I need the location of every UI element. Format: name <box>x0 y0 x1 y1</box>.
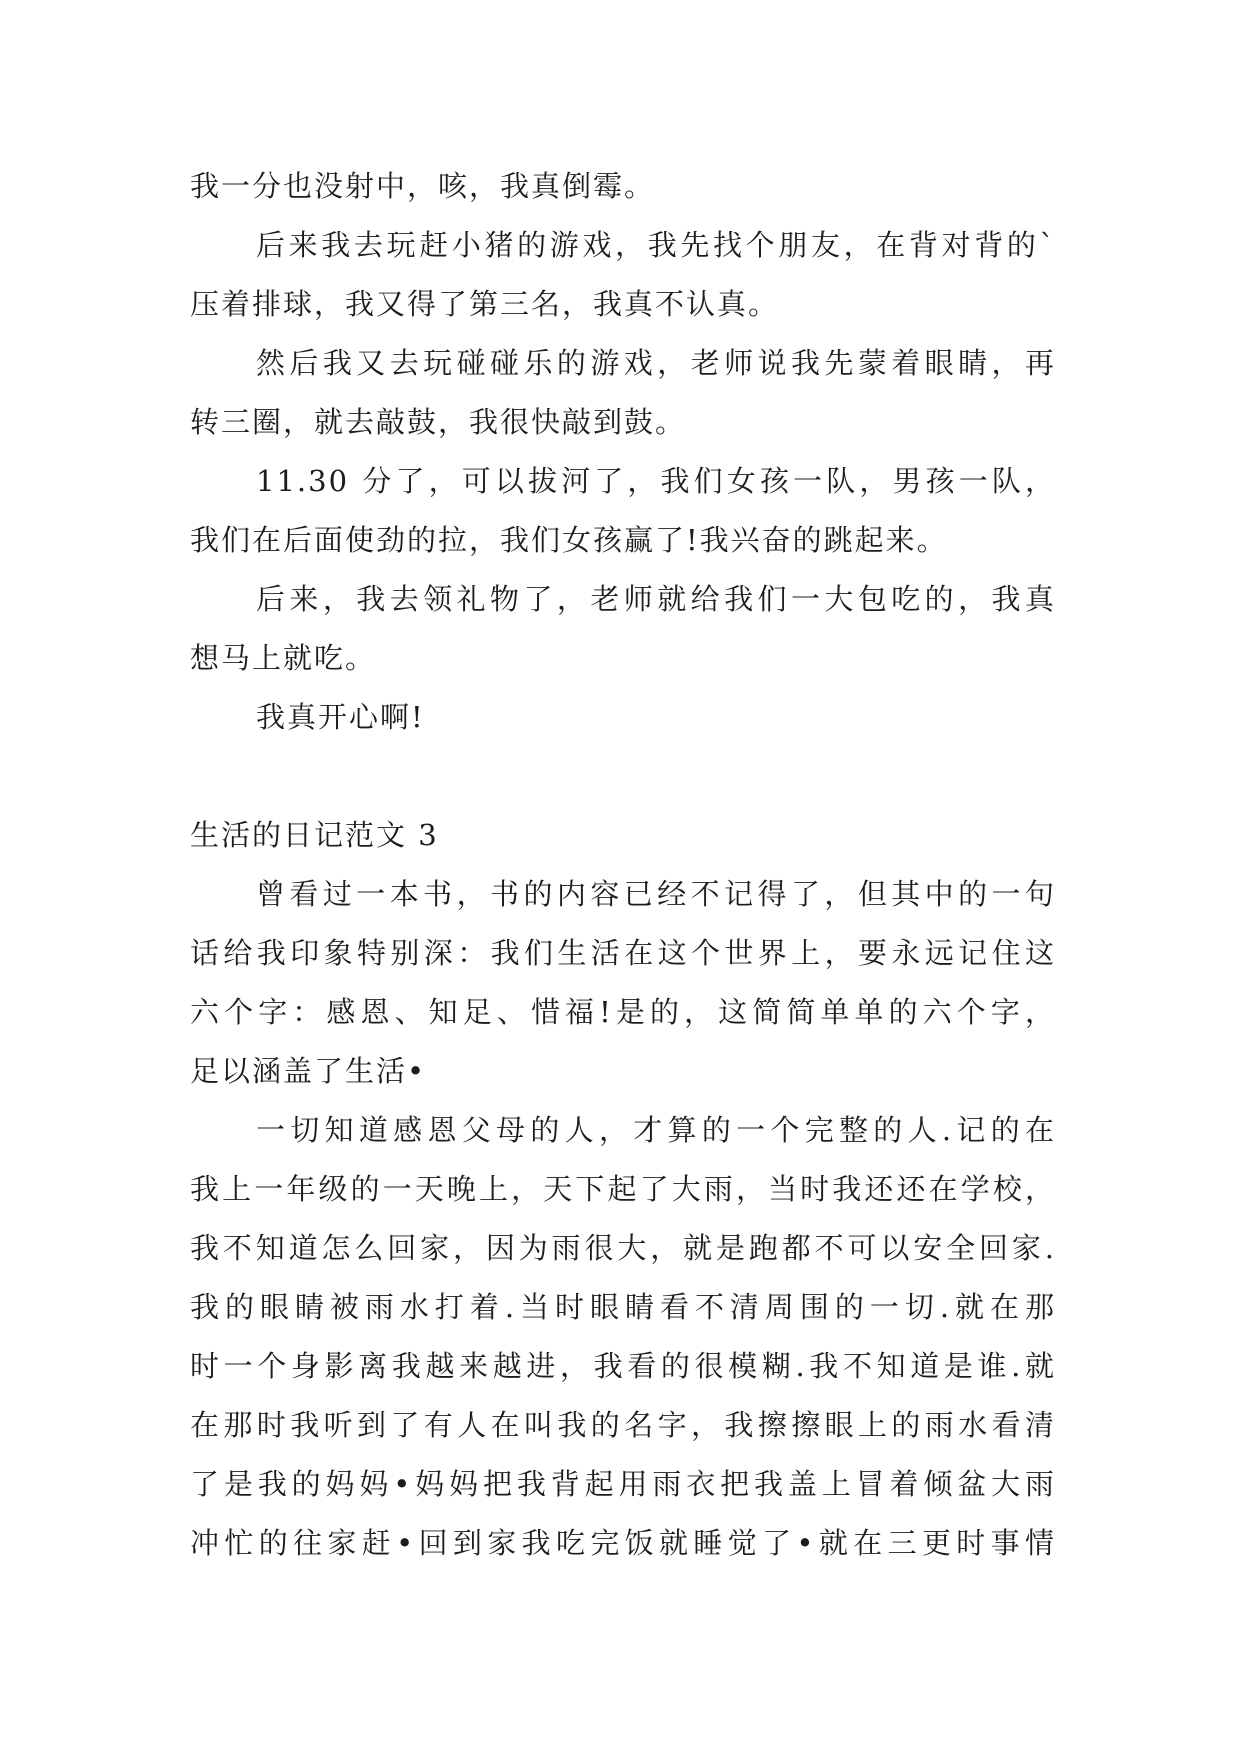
text-line: 我一分也没射中，咳，我真倒霉。 <box>190 169 656 203</box>
paragraph <box>190 157 1056 216</box>
document-body <box>190 157 1056 1573</box>
paragraph <box>190 865 1056 1101</box>
paragraph <box>190 452 1056 570</box>
text-line: 了是我的妈妈•妈妈把我背起用雨衣把我盖上冒着倾盆大雨 <box>190 1467 1056 1501</box>
text-line: 转三圈，就去敲鼓，我很快敲到鼓。 <box>190 405 687 439</box>
text-line: 在那时我听到了有人在叫我的名字，我擦擦眼上的雨水看清 <box>190 1408 1056 1442</box>
text-line: 我的眼睛被雨水打着.当时眼睛看不清周围的一切.就在那 <box>190 1290 1056 1324</box>
text-line: 后来，我去领礼物了，老师就给我们一大包吃的，我真 <box>256 582 1056 616</box>
text-line: 后来我去玩赶小猪的游戏，我先找个朋友，在背对背的` <box>256 228 1056 262</box>
text-line: 我们在后面使劲的拉，我们女孩赢了!我兴奋的跳起来。 <box>190 523 948 557</box>
paragraph <box>190 216 1056 334</box>
text-line: 六个字：感恩、知足、惜福!是的，这简简单单的六个字， <box>190 995 1056 1029</box>
text-line: 我上一年级的一天晚上，天下起了大雨，当时我还还在学校， <box>190 1172 1056 1206</box>
text-line: 时一个身影离我越来越进，我看的很模糊.我不知道是谁.就 <box>190 1349 1056 1383</box>
text-line: 我不知道怎么回家，因为雨很大，就是跑都不可以安全回家. <box>190 1231 1056 1265</box>
diary-section <box>190 806 1056 1573</box>
section-heading: 生活的日记范文 3 <box>190 818 439 852</box>
text-line: 压着排球，我又得了第三名，我真不认真。 <box>190 287 780 321</box>
text-line: 想马上就吃。 <box>190 641 377 675</box>
text-line: 话给我印象特别深：我们生活在这个世界上，要永远记住这 <box>190 936 1056 970</box>
text-line: 然后我又去玩碰碰乐的游戏，老师说我先蒙着眼睛，再 <box>256 346 1056 380</box>
text-line: 我真开心啊! <box>256 700 425 734</box>
text-line: 冲忙的往家赶•回到家我吃完饭就睡觉了•就在三更时事情 <box>190 1526 1056 1560</box>
paragraph <box>190 1101 1056 1573</box>
paragraph <box>190 688 1056 747</box>
text-line: 曾看过一本书，书的内容已经不记得了，但其中的一句 <box>256 877 1056 911</box>
text-line: 11.30 分了，可以拔河了，我们女孩一队，男孩一队， <box>256 464 1056 498</box>
text-line: 一切知道感恩父母的人，才算的一个完整的人.记的在 <box>256 1113 1056 1147</box>
text-line: 足以涵盖了生活• <box>190 1054 427 1088</box>
paragraph <box>190 334 1056 452</box>
paragraph <box>190 570 1056 688</box>
